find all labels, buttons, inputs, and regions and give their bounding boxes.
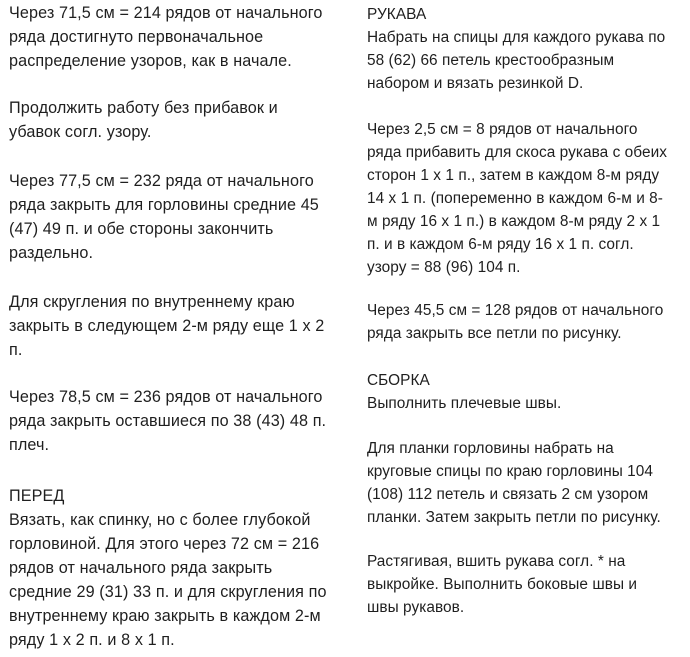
text-line: выкройке. Выполнить боковые швы и [367,576,638,593]
text-line: узору = 88 (96) 104 п. [367,259,521,276]
text-line: закрыть в следующем 2-м ряду еще 1 х 2 [9,317,325,335]
paragraph [9,96,278,144]
text-line: планки. Затем закрыть петли по рисунку. [367,509,661,526]
text-line: Для скругления по внутреннему краю [9,293,295,311]
text-line: Через 78,5 см = 236 рядов от начального [9,388,323,406]
text-line: швы рукавов. [367,599,465,616]
text-line: Для планки горловины набрать на [367,440,614,457]
text-line: Выполнить плечевые швы. [367,395,562,412]
text-line: плеч. [9,436,50,454]
text-line: Через 2,5 см = 8 рядов от начального [367,121,638,138]
text-line: Набрать на спицы для каждого рукава по [367,29,666,46]
paragraph [367,299,663,345]
paragraph [367,437,661,529]
text-line: убавок согл. узору. [9,123,152,141]
text-line: 14 х 1 п. (попеременно в каждом 6-м и 8- [367,190,663,207]
text-line: ряда прибавить для скоса рукава с обеих [367,144,667,161]
paragraph [367,118,667,279]
paragraph [9,385,326,457]
text-line: ряду 1 х 2 п. и 8 х 1 п. [9,631,175,649]
text-line: рядов от начального ряда закрыть [9,559,273,577]
text-line: распределение узоров, как в начале. [9,52,292,70]
paragraph [367,26,665,95]
text-line: м ряду 16 х 1 п.) в каждом 8-м ряду 2 х 1 [367,213,661,230]
text-line: п. и в каждом 6-м ряду 16 х 1 п. согл. [367,236,634,253]
section-heading-sleeves: РУКАВА [367,6,427,23]
section-heading-front: ПЕРЕД [9,487,65,505]
text-line: (108) 112 петель и связать 2 см узором [367,486,649,503]
paragraph [367,550,637,619]
text-line: Через 77,5 см = 232 ряда от начального [9,172,314,190]
text-line: внутреннему краю закрыть в каждом 2-м [9,607,321,625]
text-line: (47) 49 п. и обе стороны закончить [9,220,274,238]
text-line: Продолжить работу без прибавок и [9,99,278,117]
text-line: Через 71,5 см = 214 рядов от начального [9,4,323,22]
text-line: Вязать, как спинку, но с более глубокой [9,511,311,529]
text-line: п. [9,341,23,359]
paragraph [9,290,324,362]
text-line: круговые спицы по краю горловины 104 [367,463,654,480]
text-line: набором и вязать резинкой D. [367,75,584,92]
paragraph [9,169,319,265]
text-line: ряда достигнуто первоначальное [9,28,264,46]
text-line: средние 29 (31) 33 п. и для скругления по [9,583,327,601]
paragraph [9,1,323,73]
section-heading-assembly: СБОРКА [367,372,430,389]
text-line: ряда закрыть оставшиеся по 38 (43) 48 п. [9,412,327,430]
text-line: горловиной. Для этого через 72 см = 216 [9,535,320,553]
text-line: ряда закрыть все петли по рисунку. [367,325,622,342]
text-line: 58 (62) 66 петель крестообразным [367,52,615,69]
text-line: сторон 1 х 1 п., затем в каждом 8-м ряду [367,167,660,184]
text-line: раздельно. [9,244,94,262]
paragraph [9,508,327,652]
paragraph [367,392,561,415]
text-line: Через 45,5 см = 128 рядов от начального [367,302,664,319]
text-line: Растягивая, вшить рукава согл. * на [367,553,626,570]
text-line: ряда закрыть для горловины средние 45 [9,196,319,214]
